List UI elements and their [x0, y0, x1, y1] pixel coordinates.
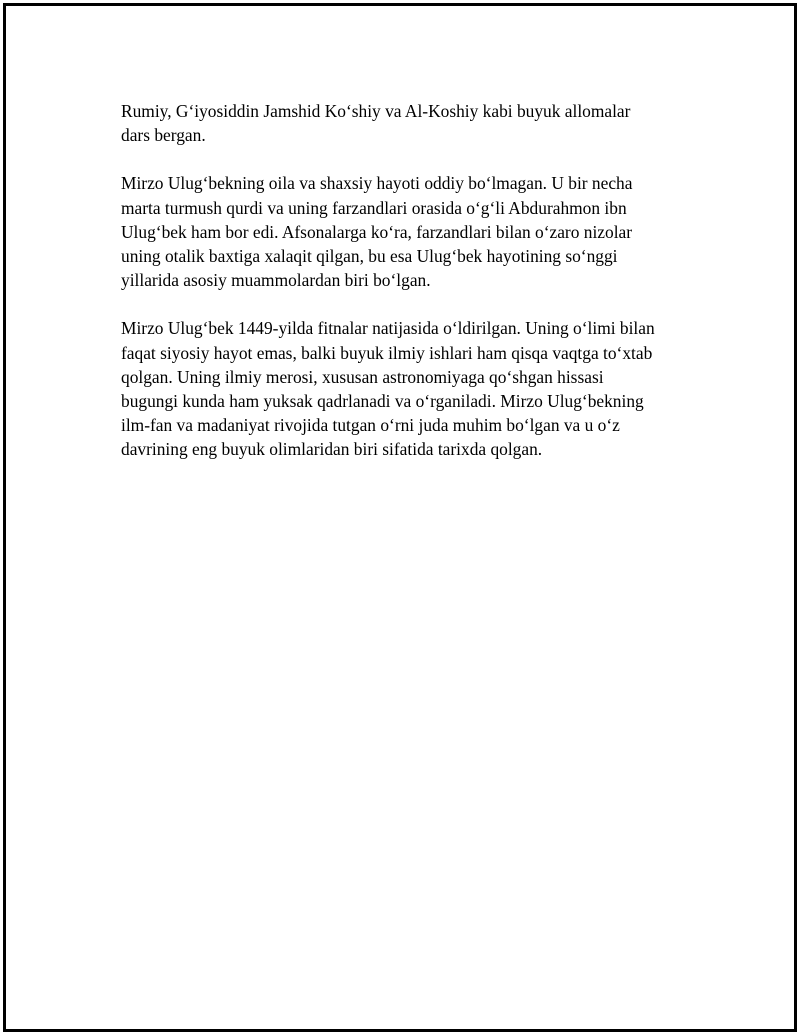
text-line: marta turmush qurdi va uning farzandlari orasida o‘g‘li Abdurahmon ibn	[121, 197, 627, 218]
text-line: Mirzo Ulug‘bek 1449-yilda fitnalar natijasida o‘ldirilgan. Uning o‘limi bilan	[121, 318, 655, 339]
text-line: Mirzo Ulug‘bekning oila va shaxsiy hayoti oddiy bo‘lmagan. U bir necha	[121, 173, 633, 194]
text-line: ilm-fan va madaniyat rivojida tutgan o‘rni juda muhim bo‘lgan va u o‘z	[121, 415, 620, 436]
text-line: qolgan. Uning ilmiy merosi, xususan astronomiyaga qo‘shgan hissasi	[121, 366, 604, 387]
paragraph-1	[121, 99, 691, 147]
page-border	[3, 3, 797, 1032]
paragraph-2	[121, 171, 691, 292]
text-line: yillarida asosiy muammolardan biri bo‘lgan.	[121, 270, 431, 291]
text-line: davrining eng buyuk olimlaridan biri sifatida tarixda qolgan.	[121, 439, 543, 460]
text-line: bugungi kunda ham yuksak qadrlanadi va o‘rganiladi. Mirzo Ulug‘bekning	[121, 391, 644, 412]
text-line: faqat siyosiy hayot emas, balki buyuk ilmiy ishlari ham qisqa vaqtga to‘xtab	[121, 342, 653, 363]
paragraph-3	[121, 316, 691, 461]
text-line: Ulug‘bek ham bor edi. Afsonalarga ko‘ra, farzandlari bilan o‘zaro nizolar	[121, 221, 633, 242]
text-line: uning otalik baxtiga xalaqit qilgan, bu esa Ulug‘bek hayotining so‘nggi	[121, 246, 618, 267]
text-line: dars bergan.	[121, 125, 206, 146]
document-body	[121, 99, 691, 486]
text-line: Rumiy, G‘iyosiddin Jamshid Ko‘shiy va Al-Koshiy kabi buyuk allomalar	[121, 101, 631, 121]
